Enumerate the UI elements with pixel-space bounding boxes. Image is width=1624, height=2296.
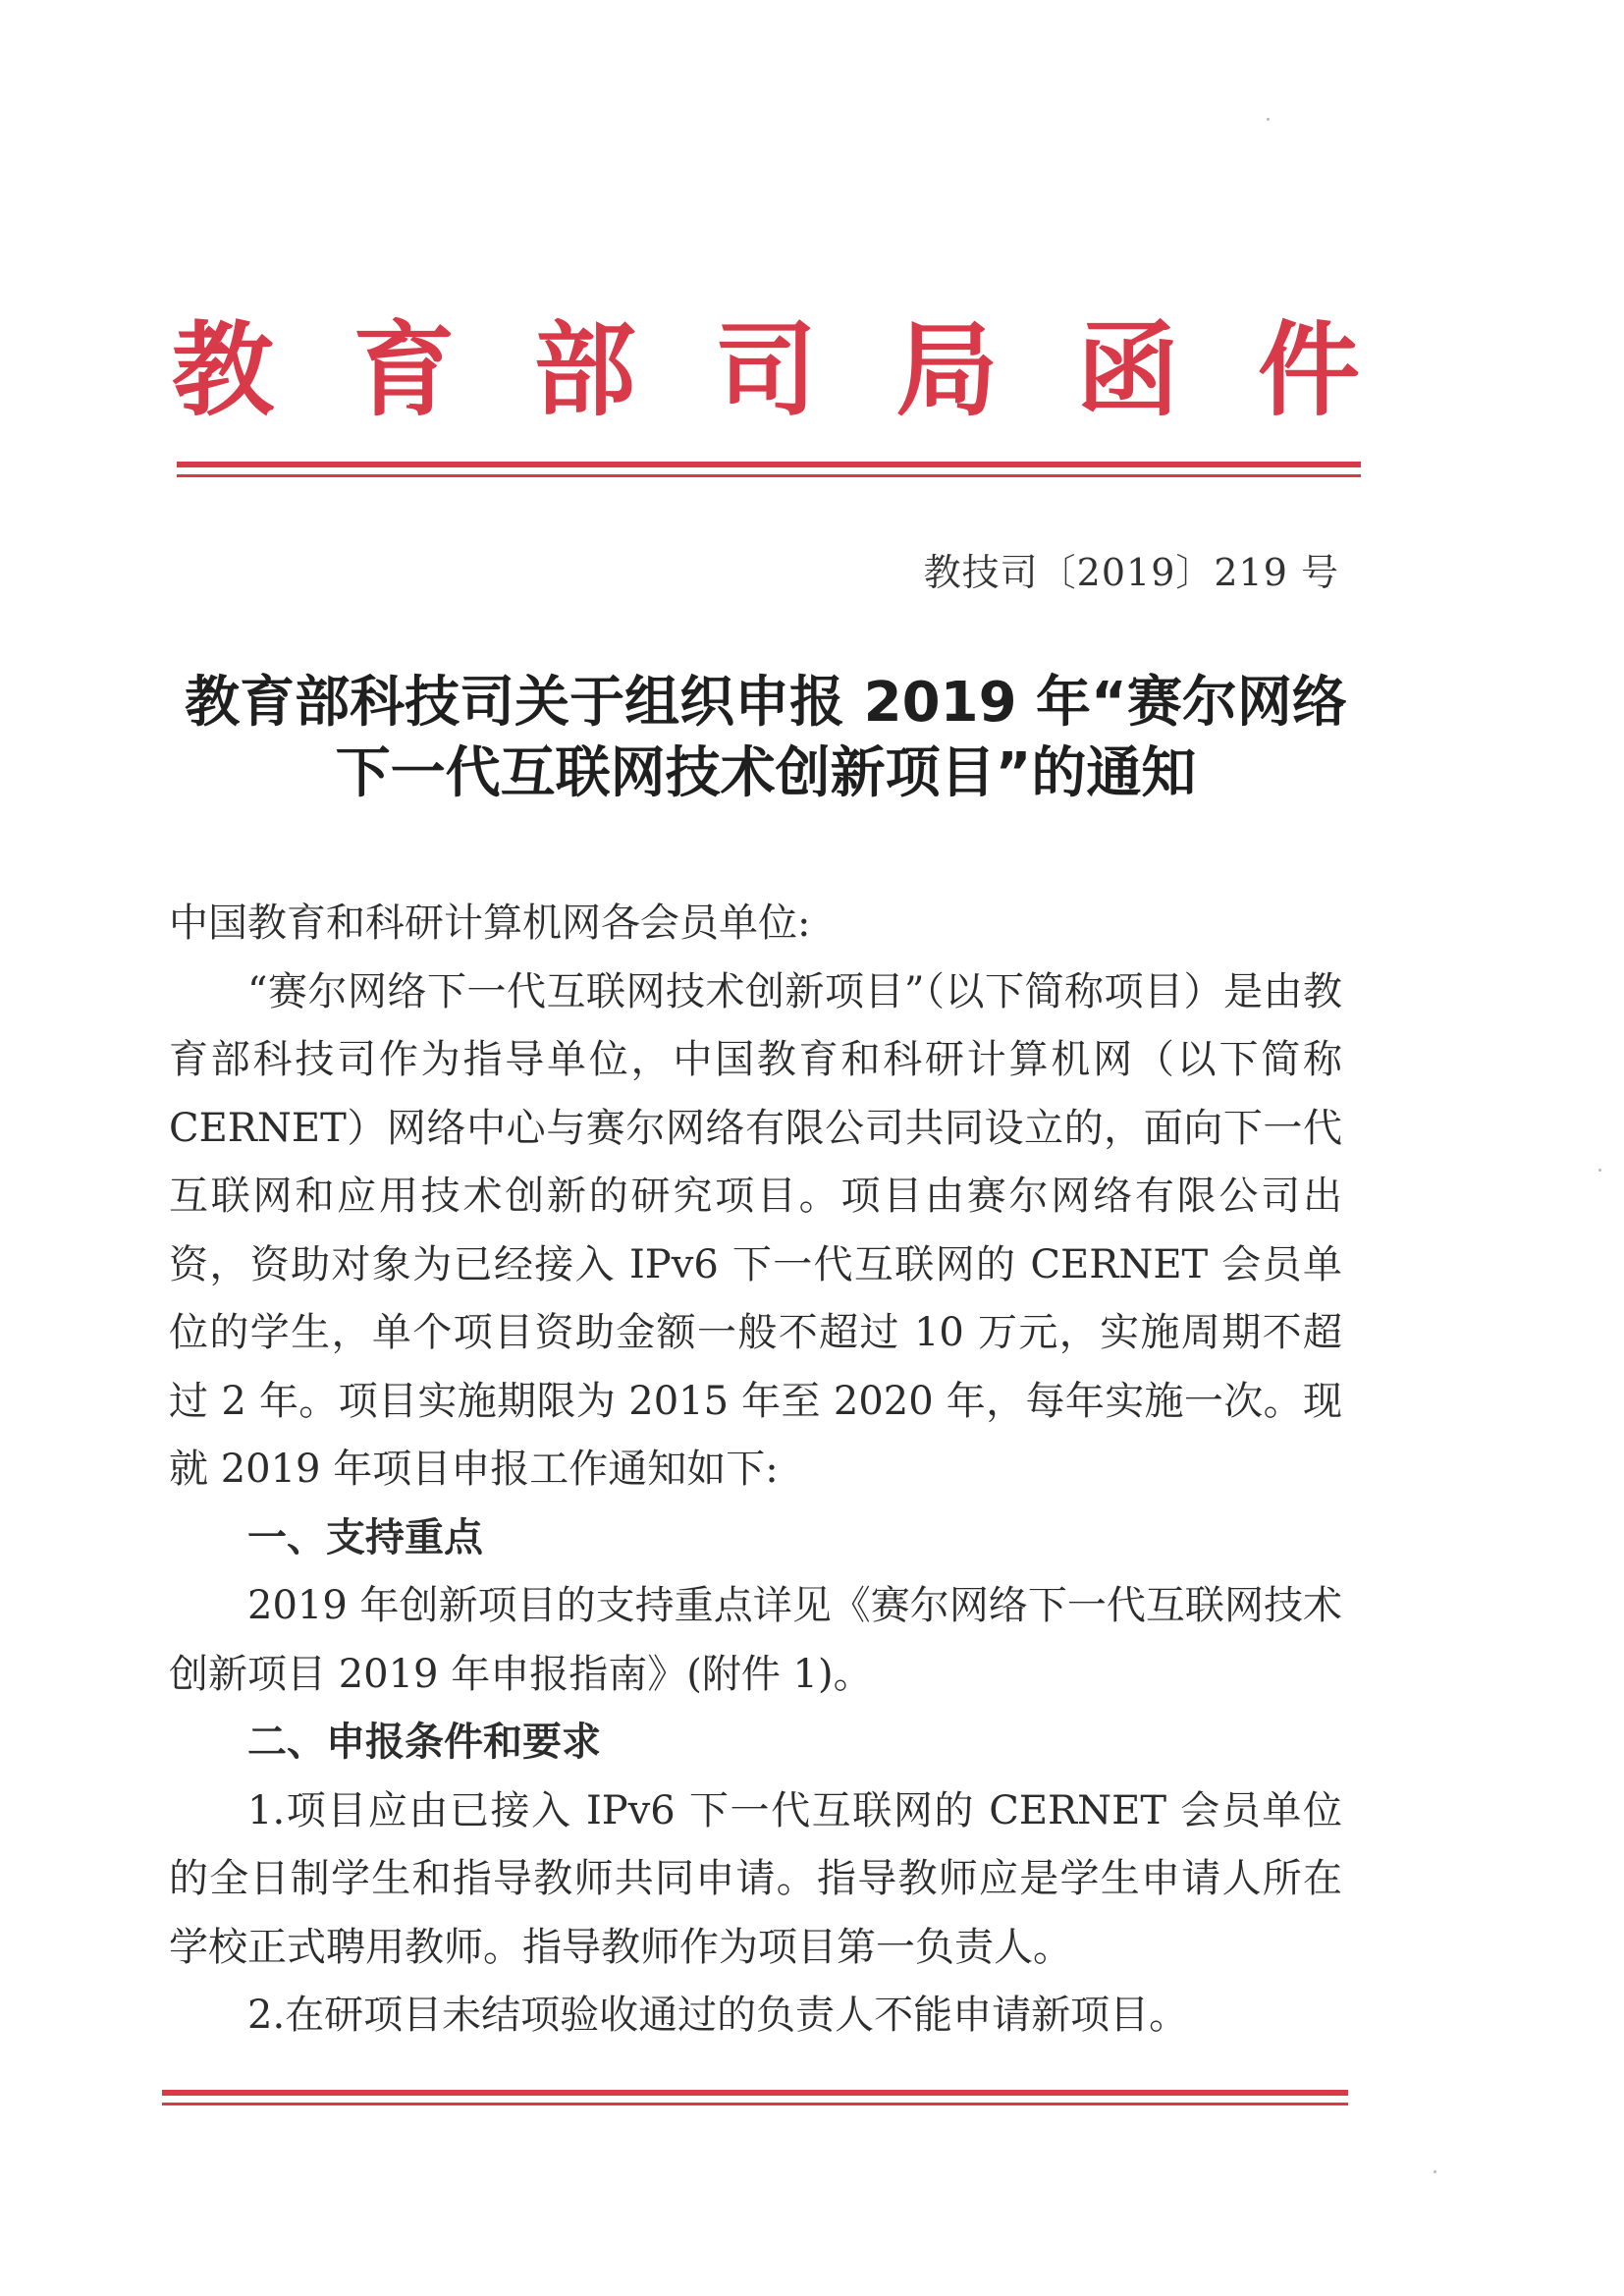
salutation: 中国教育和科研计算机网各会员单位: bbox=[169, 901, 811, 946]
masthead-char: 件 bbox=[1257, 309, 1360, 430]
document-body bbox=[169, 890, 1342, 2050]
intro-paragraph: “赛尔网络下一代互联网技术创新项目”（以下简称项目）是由教育部科技司作为指导单位，中国教育和科研计算机网（以下简称 CERNET）网络中心与赛尔网络有限公司共同设立的，面向下一代互联网和应用技术创新的研究项目。项目由赛尔网络有限公司出资，资助对象为已经接入 IPv6 下一代互联网的 CERNET 会员单位的学生，单个项目资助金额一般不超过 10 万元，实施周期不超过 2 年。项目实施期限为 2015 年至 2020 年，每年实施一次。现就 2019 年项目申报工作通知如下: bbox=[169, 968, 1342, 1492]
masthead-char: 函 bbox=[1076, 309, 1179, 430]
title-line-1: 教育部科技司关于组织申报 2019 年“赛尔网络 bbox=[185, 671, 1347, 735]
masthead-char: 局 bbox=[895, 309, 999, 430]
scan-speck bbox=[1434, 2170, 1436, 2173]
header-divider bbox=[177, 462, 1361, 467]
header-divider-thin bbox=[177, 474, 1361, 477]
requirement-item-2: 2.在研项目未结项验收通过的负责人不能申请新项目。 bbox=[247, 1993, 1189, 2038]
section-1-text: 2019 年创新项目的支持重点详见《赛尔网络下一代互联网技术创新项目 2019 年申报指南》(附件 1)。 bbox=[169, 1583, 1342, 1697]
footer-divider-thin bbox=[162, 2103, 1348, 2105]
section-heading-2: 二、申报条件和要求 bbox=[247, 1720, 601, 1765]
masthead-char: 育 bbox=[352, 309, 456, 430]
scan-speck bbox=[1267, 118, 1270, 121]
masthead-char: 司 bbox=[714, 309, 817, 430]
masthead bbox=[172, 306, 1360, 434]
section-heading-1: 一、支持重点 bbox=[247, 1514, 483, 1560]
masthead-char: 部 bbox=[533, 309, 636, 430]
footer-divider bbox=[162, 2090, 1348, 2096]
scan-speck bbox=[1598, 1169, 1601, 1172]
masthead-char: 教 bbox=[172, 309, 275, 430]
document-title bbox=[167, 668, 1365, 809]
document-number: 教技司〔2019〕219 号 bbox=[923, 551, 1339, 594]
requirement-item-1: 1.项目应由已接入 IPv6 下一代互联网的 CERNET 会员单位的全日制学生和指导教师共同申请。指导教师应是学生申请人所在学校正式聘用教师。指导教师作为项目第一负责人。 bbox=[169, 1787, 1342, 1970]
title-line-2: 下一代互联网技术创新项目”的通知 bbox=[335, 741, 1197, 805]
